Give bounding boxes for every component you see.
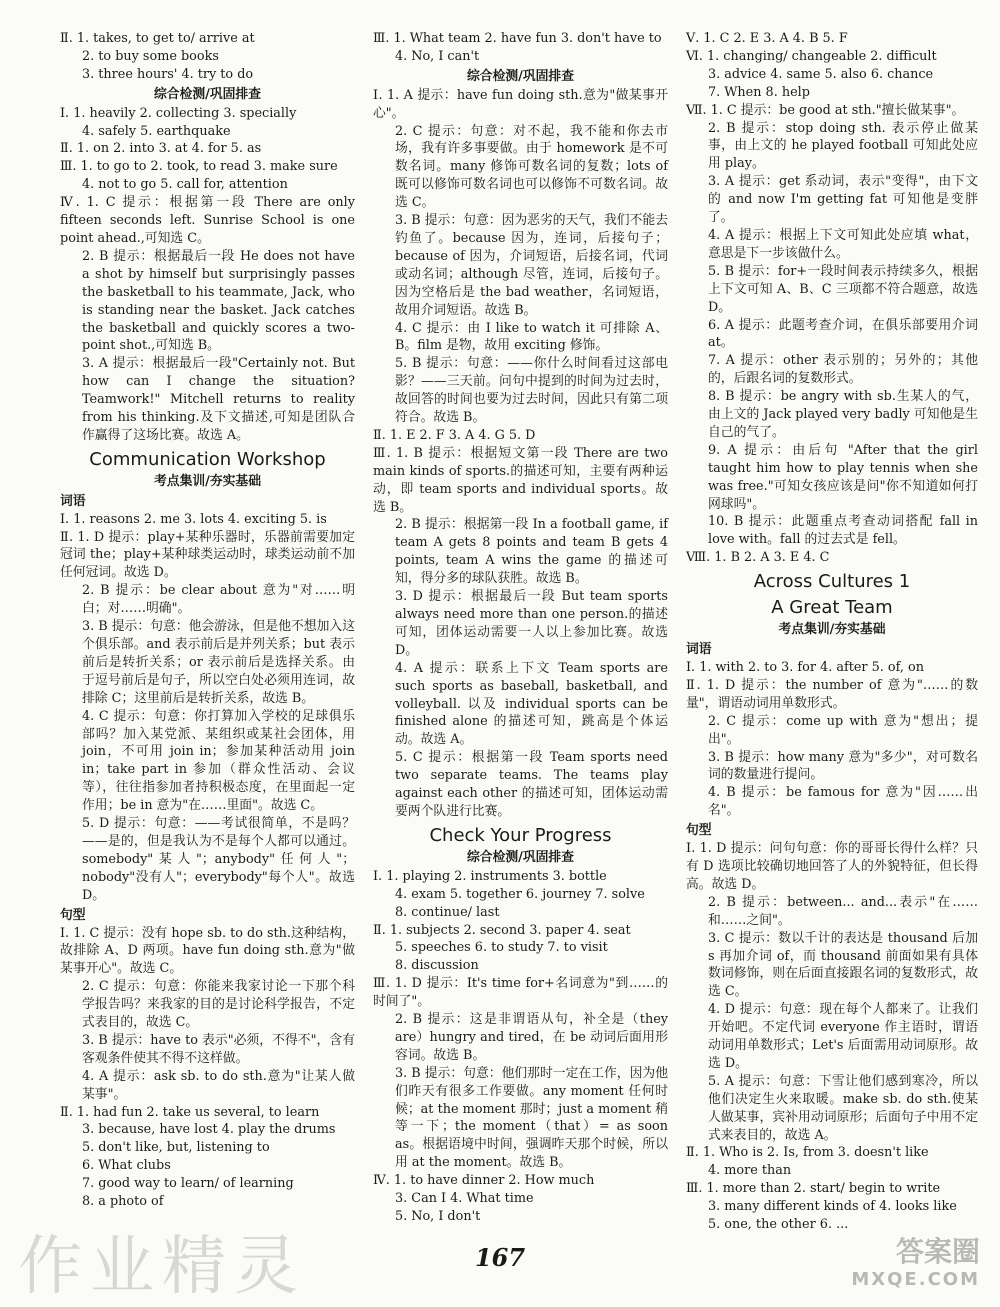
answer-line: Ⅰ. 1. heavily 2. collecting 3. specially	[60, 105, 297, 121]
answer-line: Ⅱ. 1. on 2. into 3. at 4. for 5. as	[60, 141, 262, 157]
answer-line: 5. one, the other 6. ...	[708, 1217, 849, 1233]
answer-line: 2. B 提示：between... and...表示"在……和……之间"。	[708, 894, 978, 928]
section-subheading: 考点集训/夯实基础	[153, 473, 262, 489]
answer-line: 7. good way to learn/ of learning	[82, 1176, 294, 1192]
answer-line: 5. speeches 6. to study 7. to visit	[395, 940, 608, 956]
answer-line: 4. A 提示：联系上下文 Team sports are such sports as baseball, basketball, and volleyball. 以及 individual sports can be finished alone 的描述可知，跳高是个体运动。故选 A。	[395, 660, 668, 748]
answer-column-right	[686, 30, 978, 1234]
answer-line: 2. B 提示：根据最后一段 He does not have a shot by himself but surprisingly passes the basketball to his teammate, Jack, who is standing near the basket. Jack catches the basketball and quickly scores a two-point shot.,可知选 B。	[82, 248, 355, 354]
answer-line: 3. because, have lost 4. play the drums	[82, 1122, 336, 1138]
answer-line: 2. to buy some books	[82, 48, 219, 64]
answer-line: 5. No, I don't	[395, 1209, 481, 1224]
answer-line: Ⅰ. 1. D 提示：问句句意：你的哥哥长得什么样？只有 D 选项比较确切地回答了人的外貌特征，但长得高。故选 D。	[686, 841, 978, 892]
section-title: Communication Workshop	[89, 448, 326, 470]
answer-line: Ⅵ. 1. changing/ changeable 2. difficult	[686, 48, 937, 64]
section-title: A Great Team	[771, 597, 893, 619]
answer-line: 2. C 提示：句意：对不起，我不能和你去市场，我有许多事要做。由于 homework 是不可数名词。many 修饰可数名词的复数；lots of 既可以修饰可数名词也可以修饰不可数名词。故选 C。	[395, 123, 668, 211]
answer-column-left	[60, 30, 355, 1211]
answer-line: Ⅰ. 1. reasons 2. me 3. lots 4. exciting 5. is	[60, 511, 327, 527]
answer-line: 6. A 提示：此题考查介词，在俱乐部要用介词 at。	[708, 317, 978, 351]
answer-line: 5. B 提示：句意：——你什么时间看过这部电影？——三天前。问句中提到的时间为过去时，故回答的时间也要为过去时间，因此只有第二项符合。故选 B。	[395, 356, 668, 426]
answer-line: 3. A 提示：根据最后一段"Certainly not. But how can I change the situation? Teamwork!" Mitchell returns to reality from his thinking.及下文描述,可知是团队合作赢得了这场比赛。故选 A。	[82, 356, 355, 443]
answer-line: 4. A 提示：根据上下文可知此处应填 what，意思是下一步该做什么。	[708, 227, 978, 261]
answer-line: 4. D 提示：句意：现在每个人都来了。让我们开始吧。不定代词 everyone 作主语时，谓语动词用单数形式；Let's 后面需用动词原形。故选 D。	[708, 1002, 978, 1071]
answer-column-middle	[373, 30, 668, 1226]
answer-line: 3. B 提示：句意：他们那时一定在工作，因为他们昨天有很多工作要做。any moment 任何时候；at the moment 那时；just a moment 稍等一下；the moment（that）= as soon as。根据语境中时间，强调昨天那个时候，所以用 at the moment。故选 B。	[395, 1065, 668, 1171]
answer-line: 4. No, I can't	[395, 48, 480, 64]
answer-line: 5. A 提示：句意：下雪让他们感到寒冷，所以他们决定生火来取暖。make sb. do sth.使某人做某事，宾补用动词原形；后面句子中用不定式来表目的，故选 A。	[708, 1073, 978, 1143]
answer-line: 8. a photo of	[82, 1194, 164, 1210]
page-number: 167	[474, 1243, 526, 1272]
answer-line: Ⅱ. 1. E 2. F 3. A 4. G 5. D	[373, 427, 536, 443]
answer-line: 3. B 提示：句意：他会游泳，但是他不想加入这个俱乐部。and 表示前后是并列关系；but 表示前后是转折关系；or 表示前后是选择关系。由于逗号前后是句子，所以空白处必须用连词，故排除 C；这里前后是转折关系，故选 B。	[82, 619, 355, 706]
answer-line: 8. B 提示：be angry with sb.生某人的气，由上文的 Jack played very badly 可知他是生自己的气了。	[708, 389, 978, 440]
category-label: 词语	[60, 493, 86, 509]
answer-line: Ⅲ. 1. more than 2. start/ begin to write	[686, 1181, 941, 1197]
answer-line: 7. When 8. help	[708, 84, 810, 100]
answer-line: 4. C 提示：由 I like to watch it 可排除 A、B。film 是物，故用 exciting 修饰。	[395, 320, 668, 354]
answer-line: Ⅰ. 1. C 提示：没有 hope sb. to do sth.这种结构，故排除 A、D 两项。have fun doing sth.意为"做某事开心"。故选 C。	[60, 925, 355, 977]
answer-line: 3. B 提示：have to 表示"必须，不得不"，含有客观条件使其不得不这样做。	[82, 1032, 355, 1066]
answer-line: Ⅳ. 1. C 提示：根据第一段 There are only fifteen seconds left. Sunrise School is one point ahead.,可知选 C。	[60, 195, 355, 246]
answer-line: 3. C 提示：数以千计的表达是 thousand 后加 s 再加介词 of，而 thousand 前面如果有具体数词修饰，则在后面直接跟名词的复数形式，故选 C。	[708, 930, 978, 1000]
answer-line: 5. don't like, but, listening to	[82, 1140, 270, 1156]
category-label: 句型	[60, 907, 86, 923]
answer-line: 2. C 提示：句意：你能来我家讨论一下那个科学报告吗？来我家的目的是讨论科学报告，不定式表目的，故选 C。	[82, 979, 355, 1031]
answer-line: Ⅱ. 1. had fun 2. take us several, to learn	[60, 1104, 320, 1120]
category-label: 句型	[686, 823, 712, 839]
answer-line: 2. B 提示：be clear about 意为"对……明白；对……明确"。	[82, 583, 355, 617]
answer-line: 6. What clubs	[82, 1158, 171, 1174]
answer-line: 3. D 提示：根据最后一段 But team sports always need more than one person.的描述可知，团体运动需要一人以上参加比赛。故选 D。	[395, 589, 668, 658]
answer-line: Ⅲ. 1. B 提示：根据短文第一段 There are two main kinds of sports.的描述可知，主要有两种运动，即 team sports and individual sports。故选 B。	[373, 445, 668, 515]
answer-line: Ⅱ. 1. D 提示：play+某种乐器时，乐器前需要加定冠词 the；play+某种球类运动时，球类运动前不加任何冠词。故选 D。	[60, 529, 355, 581]
answer-line: 9. A 提示：由后句 "After that the girl taught him how to play tennis when she was free."可知女孩应该是问"你不知道如何打网球吗"。	[708, 442, 978, 512]
answer-line: Ⅱ. 1. takes, to get to/ arrive at	[60, 31, 255, 46]
answer-line: 2. C 提示：come up with 意为"想出；提出"。	[708, 713, 978, 747]
answer-line: 4. C 提示：句意：你打算加入学校的足球俱乐部吗？加入某党派、某组织或某社会团体，用 join，不可用 join in；参加某种活动用 join in；take part in 参加（群众性活动、会议等），往往指参加者持积极态度，在里面起一定作用；be in 意为"在……里面"。故选 C。	[82, 708, 355, 814]
section-subheading: 综合检测/巩固排查	[153, 86, 262, 102]
answer-line: 2. B 提示：stop doing sth. 表示停止做某事，由上文的 he played football 可知此处应用 play。	[708, 120, 978, 172]
answer-line: 4. B 提示：be famous for 意为"因……出名"。	[708, 785, 978, 819]
answer-line: 5. B 提示：for+一段时间表示持续多久，根据上下文可知 A、B、C 三项都不符合题意，故选 D。	[708, 263, 978, 315]
answer-line: Ⅲ. 1. What team 2. have fun 3. don't have to	[373, 31, 662, 46]
answer-line: Ⅷ. 1. B 2. A 3. E 4. C	[686, 550, 830, 566]
answer-line: 3. B 提示：句意：因为恶劣的天气，我们不能去钓鱼了。because 因为，连词，后接句子；because of 因为，介词短语，后接名词，代词或动名词；although 尽管，连词，后接句子。因为空格后是 the bad weather，名词短语，故用介词短语。故选 B。	[395, 213, 668, 318]
section-title: Check Your Progress	[429, 824, 612, 846]
section-title: Across Cultures 1	[753, 571, 911, 593]
answer-line: 4. more than	[708, 1163, 792, 1179]
answer-line: Ⅰ. 1. playing 2. instruments 3. bottle	[373, 868, 607, 884]
answer-line: 3. advice 4. same 5. also 6. chance	[708, 66, 934, 82]
answer-line: Ⅶ. 1. C 提示：be good at sth."擅长做某事"。	[686, 102, 965, 118]
section-subheading: 考点集训/夯实基础	[778, 622, 886, 638]
answer-line: 5. D 提示：句意：——考试很简单，不是吗？——是的，但是我认为不是每个人都可以通过。somebody"某人"；anybody"任何人"；nobody"没有人"；everybody"每个人"。故选 D。	[82, 816, 355, 903]
answer-line: Ⅲ. 1. to go to 2. took, to read 3. make sure	[60, 159, 338, 175]
answer-line: Ⅰ. 1. with 2. to 3. for 4. after 5. of, on	[686, 660, 924, 675]
watermark-right	[851, 1235, 980, 1294]
answer-line: Ⅲ. 1. D 提示：It's time for+名词意为"到……的时间了"。	[373, 976, 668, 1010]
answer-line: 10. B 提示：此题重点考查动词搭配 fall in love with。fall 的过去式是 fell。	[708, 514, 978, 548]
answer-line: 2. B 提示：这是非谓语从句，补全是（they are）hungry and tired，在 be 动词后面用形容词。故选 B。	[395, 1012, 668, 1063]
answer-line: 4. exam 5. together 6. journey 7. solve	[395, 886, 645, 902]
category-label: 词语	[686, 642, 712, 658]
answer-line: Ⅱ. 1. D 提示：the number of 意为"……的数量"，谓语动词用单数形式。	[686, 677, 978, 711]
answer-line: Ⅴ. 1. C 2. E 3. A 4. B 5. F	[686, 31, 848, 46]
answer-line: 4. A 提示：ask sb. to do sth.意为"让某人做某事"。	[82, 1068, 355, 1102]
answer-line: 3. A 提示：get 系动词，表示"变得"，由下文的 and now I'm getting fat 可知他是变胖了。	[708, 174, 978, 226]
answer-line: 4. safely 5. earthquake	[82, 123, 231, 139]
answer-line: 8. continue/ last	[395, 904, 500, 920]
answer-line: 8. discussion	[395, 958, 479, 974]
answer-line: 3. B 提示：how many 意为"多少"，对可数名词的数量进行提问。	[708, 749, 978, 783]
answer-line: Ⅳ. 1. to have dinner 2. How much	[373, 1173, 595, 1189]
answer-line: 3. many different kinds of 4. looks like	[708, 1199, 957, 1215]
answer-line: 4. not to go 5. call for, attention	[82, 177, 288, 193]
answer-line: Ⅰ. 1. A 提示：have fun doing sth.意为"做某事开心"。	[373, 87, 668, 121]
watermark-right-main: 答案圈	[895, 1235, 980, 1268]
answer-line: Ⅱ. 1. subjects 2. second 3. paper 4. seat	[373, 922, 631, 938]
answer-line: 7. A 提示：other 表示别的；另外的；其他的，后跟名词的复数形式。	[708, 353, 978, 387]
answer-line: 3. Can I 4. What time	[395, 1191, 534, 1207]
answer-line: Ⅱ. 1. Who is 2. Is, from 3. doesn't like	[686, 1145, 929, 1161]
answer-line: 2. B 提示：根据第一段 In a football game, if team A gets 8 points and team B gets 4 points, team A wins the game 的描述可知，得分多的球队获胜。故选 B。	[395, 517, 668, 587]
section-subheading: 综合检测/巩固排查	[466, 849, 575, 865]
answer-line: 5. C 提示：根据第一段 Team sports need two separate teams. The teams play against each other 的描述可知，团体运动需要两个队进行比赛。	[395, 750, 668, 819]
answer-line: 3. three hours' 4. try to do	[82, 66, 254, 82]
section-subheading: 综合检测/巩固排查	[466, 68, 575, 84]
watermark-right-url: MXQE.COM	[851, 1269, 980, 1290]
watermark-left: 作业精灵	[18, 1230, 306, 1304]
